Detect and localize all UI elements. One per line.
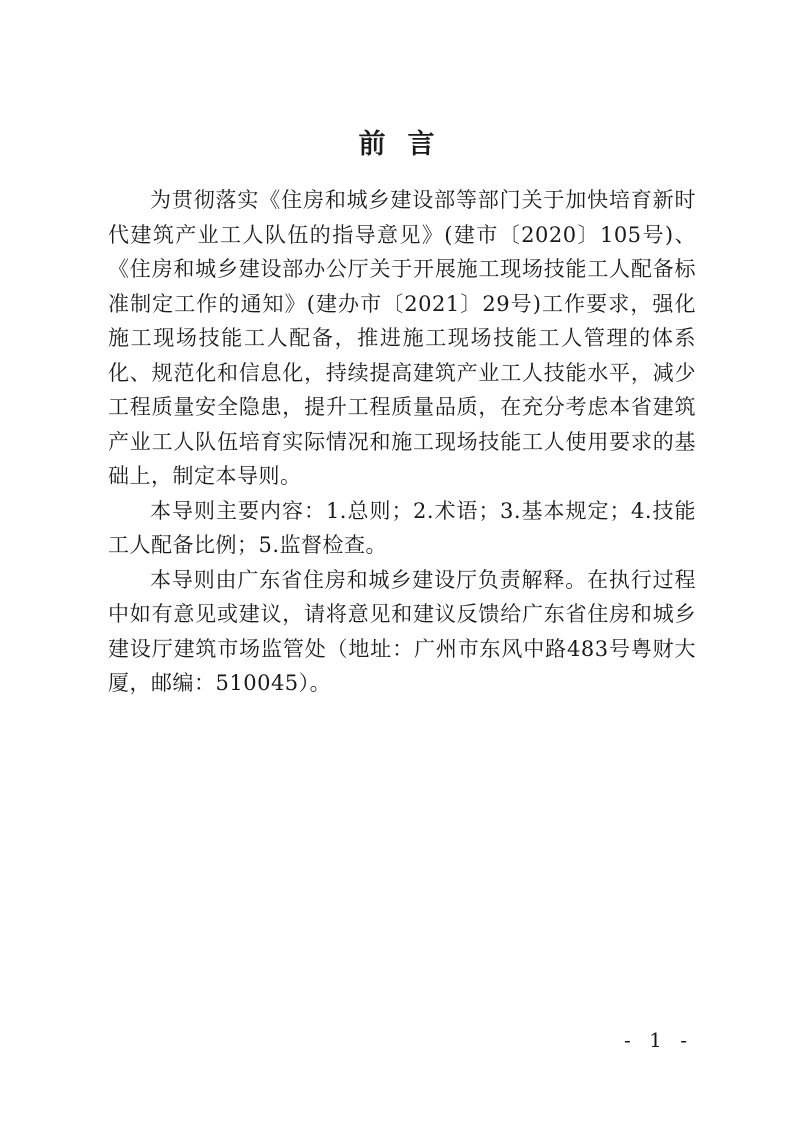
page-title: 前言 bbox=[358, 129, 457, 160]
paragraph-interpretation: 本导则由广东省住房和城乡建设厅负责解释。在执行过程中如有意见或建议，请将意见和建议反馈给广东省住房和城乡建设厅建筑市场监管处（地址：广州市东风中路483号粤财大厦，邮编：510045）。 bbox=[108, 567, 696, 695]
document-body bbox=[108, 183, 696, 701]
paragraph-contents: 本导则主要内容：1.总则；2.术语；3.基本规定；4.技能工人配备比例；5.监督检查。 bbox=[108, 498, 696, 557]
page-number: - 1 - bbox=[624, 1028, 693, 1052]
paragraph-purpose: 为贯彻落实《住房和城乡建设部等部门关于加快培育新时代建筑产业工人队伍的指导意见》(建市〔2020〕105号)、《住房和城乡建设部办公厅关于开展施工现场技能工人配备标准制定工作的通知》(建办市〔2021〕29号)工作要求，强化施工现场技能工人配备，推进施工现场技能工人管理的体系化、规范化和信息化，持续提高建筑产业工人技能水平，减少工程质量安全隐患，提升工程质量品质，在充分考虑本省建筑产业工人队伍培育实际情况和施工现场技能工人使用要求的基础上，制定本导则。 bbox=[108, 188, 696, 488]
